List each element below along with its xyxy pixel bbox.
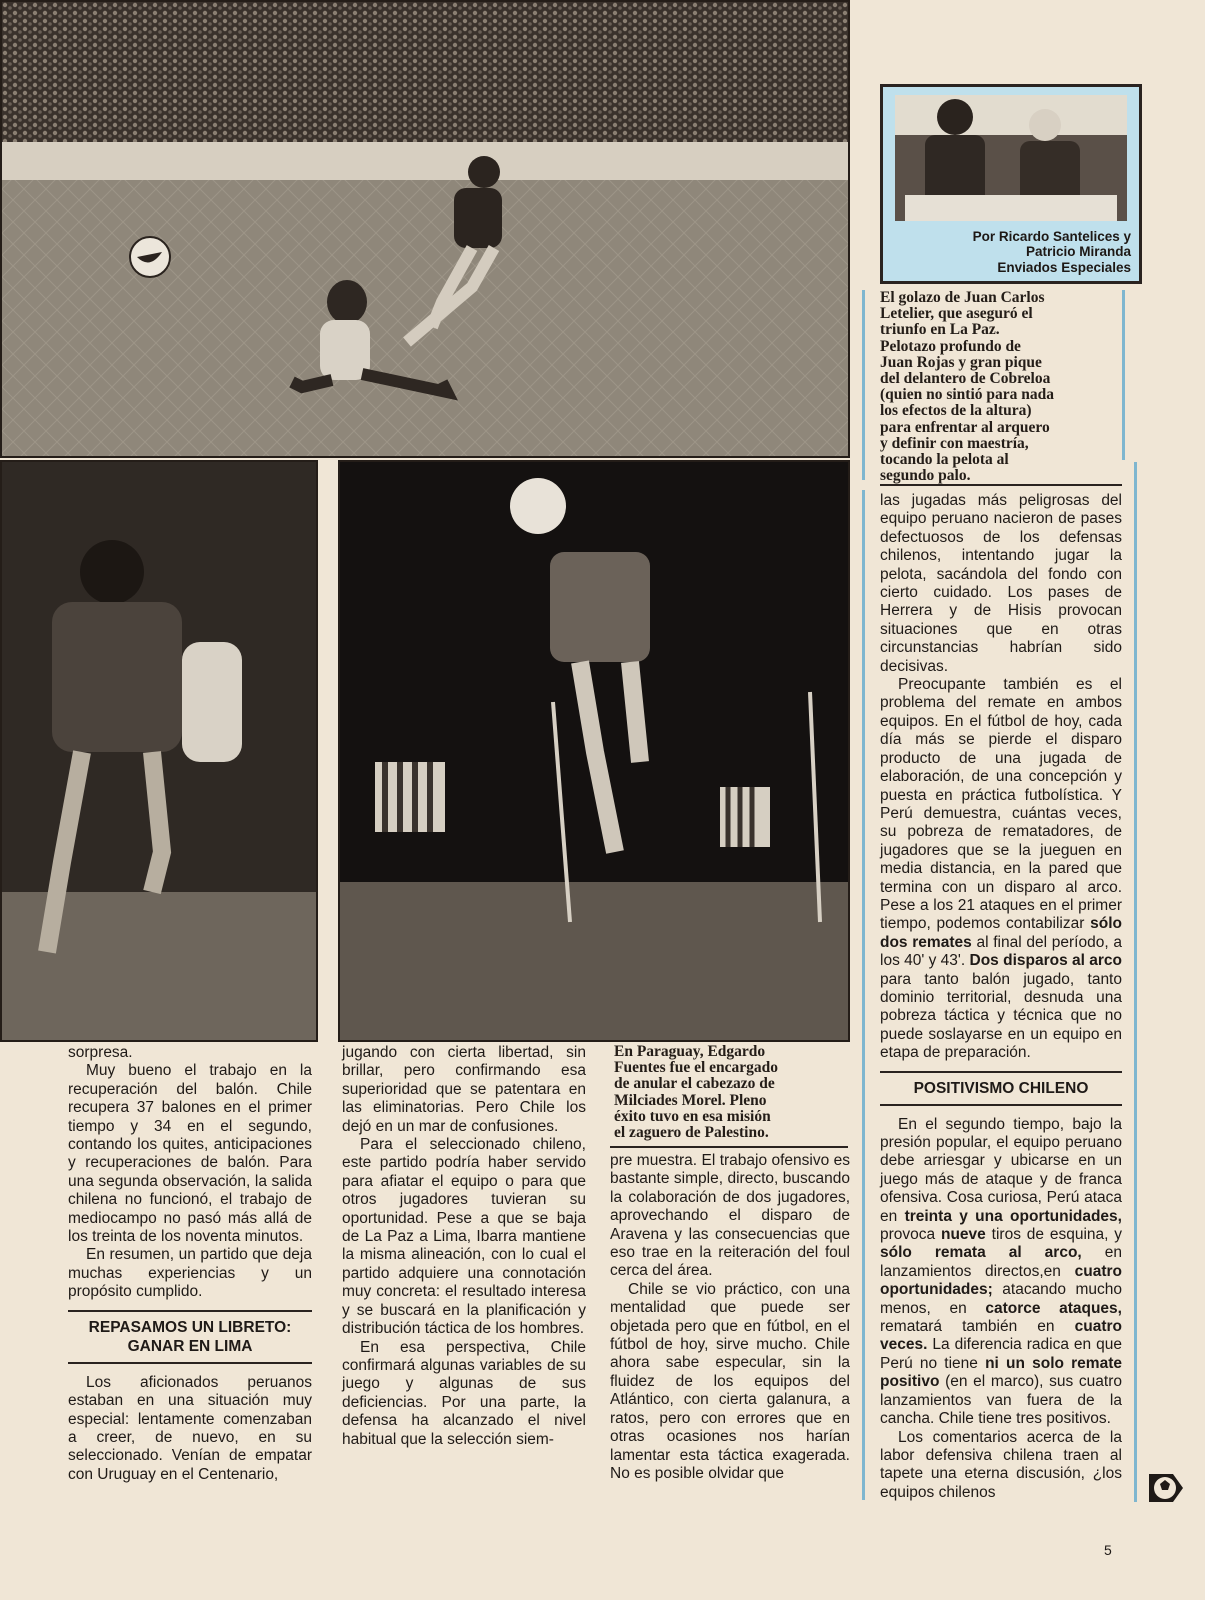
caption-bar-left xyxy=(862,290,865,480)
paragraph: Los comentarios acerca de la labor defensiva chilena traen al tapete una eterna discusión, ¿los equipos chilenos xyxy=(880,1428,1122,1501)
bottom-photo-caption xyxy=(614,1044,844,1141)
top-goal-photo xyxy=(0,0,850,458)
byline xyxy=(973,229,1131,276)
article-column-2 xyxy=(342,1044,586,1449)
heading-line: REPASAMOS UN LIBRETO: xyxy=(88,1318,292,1336)
bold-run: catorce ataques, xyxy=(985,1299,1122,1317)
paragraph xyxy=(880,676,1122,1063)
bold-run: cuatro veces. xyxy=(880,1318,1122,1354)
paragraph: En resumen, un partido que deja muchas experiencias y un propósito cumplido. xyxy=(68,1246,312,1301)
article-column-1 xyxy=(68,1044,312,1484)
caption-line: y definir con maestría, xyxy=(880,434,1029,452)
paragraph: las jugadas más peligrosas del equipo peruano nacieron de pases defectuosos de los defensas chilenos, intentando jugar la pelota, sacándola del fondo con cierto cuidado. Los pases de Herrera y de Hisis provocan situaciones que en otras circunstancias habrían sido decisivas. xyxy=(880,492,1122,675)
top-photo-caption xyxy=(880,290,1120,484)
byline-box xyxy=(880,84,1142,284)
paragraph xyxy=(880,1116,1122,1429)
paragraph: Muy bueno el trabajo en la recuperación del balón. Chile recupera 37 balones en el primer tiempo y 34 en el segundo, contando los quites, anticipaciones y recuperaciones de balón. Para una segunda observación, la salida chilena no funcionó, el trabajo de mediocampo no pasó más allá de los treinta de los noventa minutos. xyxy=(68,1062,312,1246)
text-run: tiros de esquina, y xyxy=(991,1226,1123,1244)
caption-bar-right xyxy=(1122,290,1125,460)
caption-line: Juan Rojas y gran pique xyxy=(880,353,1042,371)
article-column-3 xyxy=(610,1152,850,1483)
paragraph: jugando con cierta libertad, sin brillar, pero confirmando esa superioridad que se patentara en las eliminatorias. Pero Chile los dejó en un mar de confusiones. xyxy=(342,1044,586,1135)
text-run: provoca xyxy=(880,1226,936,1244)
paragraph: Chile se vio práctico, con una mentalidad que puede ser objetada pero que en fútbol, en el fútbol de hoy, sirve mucho. Chile ahora sabe especular, sin la fluidez de los equipos del Atlántico, con cierta galanura, a ratos, pero con errores que en otras ocasiones nos harían lamentar esta táctica exagerada. No es posible olvidar que xyxy=(610,1280,850,1482)
text-run: En el segundo tiempo, bajo la presión popular, el equipo peruano debe arriesgar y ubicarse en un juego más de ataque y de franca ofensiva. Cosa curiosa, Perú ataca en xyxy=(880,1115,1122,1225)
text-run: Preocupante también es el problema del remate en ambos equipos. En el fútbol de hoy, cada día más se pierde el disparo producto de una jugada de elaboración, de una concepción y puesta en práctica futbolística. Y Perú demuestra, cuántas veces, su pobreza de rematadores, de jugadores que se la jueguen en media distancia, en la pared que termina con un disparo al arco. Pese a los 21 ataques en el primer tiempo, podemos contabilizar xyxy=(880,676,1122,933)
bold-run: Dos disparos al arco xyxy=(969,952,1122,970)
text-run: rematará también en xyxy=(880,1318,1055,1336)
bottom-caption-rule xyxy=(610,1146,848,1148)
section-heading: POSITIVISMO CHILENO xyxy=(880,1071,1122,1106)
text-run: en lanzamientos directos,en xyxy=(880,1244,1123,1280)
caption-line: del delantero de Cobreloa xyxy=(880,370,1051,388)
paragraph: Los aficionados peruanos estaban en una situación muy especial: lentamente comenzaban a creer, de nuevo, en su seleccionado. Venían de empatar con Uruguay en el Centenario, xyxy=(68,1373,312,1483)
caption-line: Letelier, que aseguró el xyxy=(880,305,1033,323)
section-heading xyxy=(68,1310,312,1364)
heading-line: GANAR EN LIMA xyxy=(127,1337,253,1355)
text-run: atacando mucho menos, en xyxy=(880,1281,1123,1317)
caption-line: triunfo en La Paz. xyxy=(880,321,1000,339)
bold-run: nueve xyxy=(941,1226,986,1244)
soccer-ball-arrow-icon[interactable] xyxy=(1145,1468,1185,1508)
caption-line: de anular el cabezazo de xyxy=(614,1075,775,1093)
article-column-4 xyxy=(880,492,1122,1502)
text-run: al final del período, a los 40' y 43'. xyxy=(880,933,1122,970)
column-4-bar-right xyxy=(1134,462,1137,1502)
bold-run: ni un solo remate positivo xyxy=(880,1354,1122,1391)
column-4-bar-left xyxy=(862,490,865,1500)
text-run: La diferencia radica en que Perú no tiene xyxy=(880,1336,1122,1372)
caption-line: para enfrentar al arquero xyxy=(880,418,1050,436)
bold-run: sólo dos remates xyxy=(880,915,1123,951)
left-player-photo xyxy=(0,460,318,1042)
caption-line: El golazo de Juan Carlos xyxy=(880,289,1045,306)
paragraph: En esa perspectiva, Chile confirmará algunas variables de su juego y algunas de sus deficiencias. Por una parte, la defensa ha alcanzado el nivel habitual que la selección siem- xyxy=(342,1338,586,1448)
caption-line: (quien no sintió para nada xyxy=(880,386,1054,404)
byline-line1: Por Ricardo Santelices y xyxy=(972,228,1131,244)
caption-line: tocando la pelota al xyxy=(880,451,1009,469)
caption-line: éxito tuvo en esa misión xyxy=(614,1107,771,1125)
right-header-photo xyxy=(338,460,850,1042)
bold-run: sólo remata al arco, xyxy=(880,1244,1082,1262)
text-run: (en el marco), sus cuatro lanzamientos van fuera de la cancha. Chile tiene tres positivos. xyxy=(880,1373,1122,1428)
bold-run: cuatro oportunidades; xyxy=(880,1262,1122,1299)
byline-line2: Patricio Miranda xyxy=(1025,244,1131,259)
caption-line: Pelotazo profundo de xyxy=(880,337,1021,355)
page-number: 5 xyxy=(1104,1542,1112,1558)
paragraph: sorpresa. xyxy=(68,1044,133,1061)
caption-line: segundo palo. xyxy=(880,467,971,485)
byline-line3: Enviados Especiales xyxy=(997,259,1131,275)
bold-run: treinta y una oportunidades, xyxy=(904,1207,1122,1225)
caption-line: Milciades Morel. Pleno xyxy=(614,1091,767,1109)
caption-rule xyxy=(880,484,1122,486)
caption-line: el zaguero de Palestino. xyxy=(614,1124,769,1142)
text-run: para tanto balón jugado, tanto dominio territorial, desnuda una pobreza táctica y técnica que no puede soslayarse en un equipo en etapa de preparación. xyxy=(880,970,1122,1062)
caption-line: En Paraguay, Edgardo xyxy=(614,1043,766,1060)
caption-line: los efectos de la altura) xyxy=(880,402,1032,420)
paragraph: Para el seleccionado chileno, este partido podría haber servido para afiatar el equipo o para que otros jugadores tuvieran su oportunidad. Pese a que se baja de La Paz a Lima, Ibarra mantiene la misma alineación, con lo cual el partido adquiere una connotación muy concreta: el resultado interesa y se buscará en la planificación y distribución táctica de los hombres. xyxy=(342,1136,586,1338)
paragraph: pre muestra. El trabajo ofensivo es bastante simple, directo, buscando la colaboración de dos jugadores, aprovechando el disparo de Aravena y las consecuencias que eso trae en la reiteración del foul cerca del área. xyxy=(610,1152,850,1280)
caption-line: Fuentes fue el encargado xyxy=(614,1059,779,1077)
